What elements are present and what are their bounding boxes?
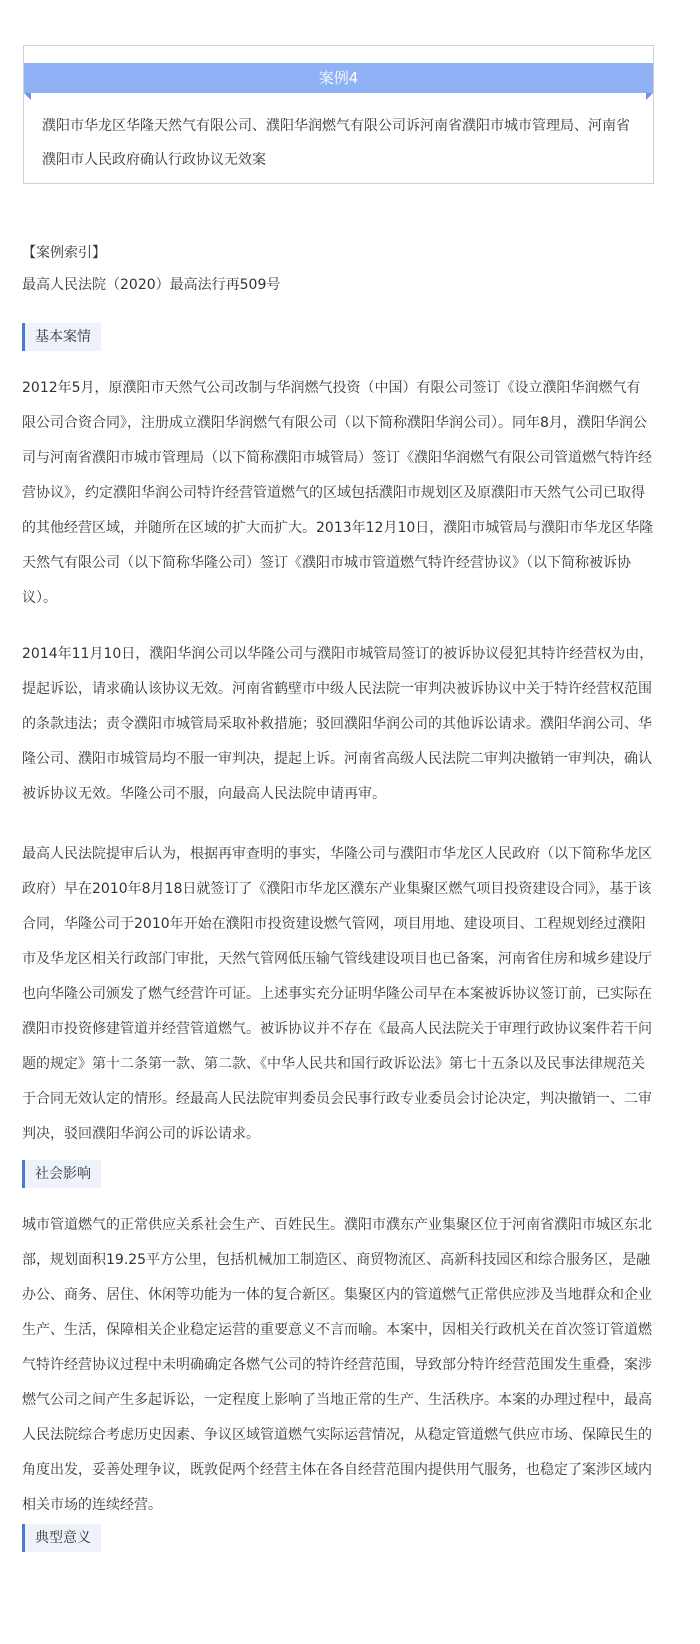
ribbon-fold-left xyxy=(24,93,31,100)
section-heading-impact: 社会影响 xyxy=(22,1160,101,1188)
basic-paragraph-2: 2014年11月10日，濮阳华润公司以华隆公司与濮阳市城管局签订的被诉协议侵犯其特许经营权为由，提起诉讼，请求确认该协议无效。河南省鹤壁市中级人民法院一审判决被诉协议中关于特许经营权范围的条款违法；责令濮阳市城管局采取补救措施；驳回濮阳华润公司的其他诉讼请求。濮阳华润公司、华隆公司、濮阳市城管局均不服一审判决，提起上诉。河南省高级人民法院二审判决撤销一审判决，确认被诉协议无效。华隆公司不服，向最高人民法院申请再审。 xyxy=(22,646,654,802)
case-card xyxy=(23,45,654,184)
case-title: 濮阳市华龙区华隆天然气有限公司、濮阳华润燃气有限公司诉河南省濮阳市城市管理局、河南省濮阳市人民政府确认行政协议无效案 xyxy=(42,118,630,168)
case-number: 最高人民法院（2020）最高法行再509号 xyxy=(22,277,281,293)
section-heading-significance: 典型意义 xyxy=(22,1524,101,1552)
case-index-label: 【案例索引】 xyxy=(22,245,106,261)
impact-paragraph-1: 城市管道燃气的正常供应关系社会生产、百姓民生。濮阳市濮东产业集聚区位于河南省濮阳市城区东北部，规划面积19.25平方公里，包括机械加工制造区、商贸物流区、高新科技园区和综合服务区，是融办公、商务、居住、休闲等功能为一体的复合新区。集聚区内的管道燃气正常供应涉及当地群众和企业生产、生活，保障相关企业稳定运营的重要意义不言而喻。本案中，因相关行政机关在首次签订管道燃气特许经营协议过程中未明确确定各燃气公司的特许经营范围，导致部分特许经营范围发生重叠，案涉燃气公司之间产生多起诉讼，一定程度上影响了当地正常的生产、生活秩序。本案的办理过程中，最高人民法院综合考虑历史因素、争议区域管道燃气实际运营情况，从稳定管道燃气供应市场、保障民生的角度出发，妥善处理争议，既敦促两个经营主体在各自经营范围内提供用气服务，也稳定了案涉区域内相关市场的连续经营。 xyxy=(22,1217,652,1513)
basic-paragraph-3: 最高人民法院提审后认为，根据再审查明的事实，华隆公司与濮阳市华龙区人民政府（以下简称华龙区政府）早在2010年8月18日就签订了《濮阳市华龙区濮东产业集聚区燃气项目投资建设合同》，基于该合同，华隆公司于2010年开始在濮阳市投资建设燃气管网，项目用地、建设项目、工程规划经过濮阳市及华龙区相关行政部门审批，天然气管网低压输气管线建设项目也已备案，河南省住房和城乡建设厅也向华隆公司颁发了燃气经营许可证。上述事实充分证明华隆公司早在本案被诉协议签订前，已实际在濮阳市投资修建管道并经营管道燃气。被诉协议并不存在《最高人民法院关于审理行政协议案件若干问题的规定》第十二条第一款、第二款、《中华人民共和国行政诉讼法》第七十五条以及民事法律规范关于合同无效认定的情形。经最高人民法院审判委员会民事行政专业委员会讨论决定，判决撤销一、二审判决，驳回濮阳华润公司的诉讼请求。 xyxy=(22,846,652,1142)
case-ribbon: 案例4 xyxy=(24,63,653,93)
section-heading-basic: 基本案情 xyxy=(22,323,101,351)
ribbon-fold-right xyxy=(646,93,653,100)
basic-paragraph-1: 2012年5月，原濮阳市天然气公司改制与华润燃气投资（中国）有限公司签订《设立濮阳华润燃气有限公司合资合同》，注册成立濮阳华润燃气有限公司（以下简称濮阳华润公司）。同年8月，濮阳华润公司与河南省濮阳市城市管理局（以下简称濮阳市城管局）签订《濮阳华润燃气有限公司管道燃气特许经营协议》，约定濮阳华润公司特许经营管道燃气的区域包括濮阳市规划区及原濮阳市天然气公司已取得的其他经营区域，并随所在区域的扩大而扩大。2013年12月10日，濮阳市城管局与濮阳市华龙区华隆天然气有限公司（以下简称华隆公司）签订《濮阳市城市管道燃气特许经营协议》（以下简称被诉协议）。 xyxy=(22,380,654,606)
